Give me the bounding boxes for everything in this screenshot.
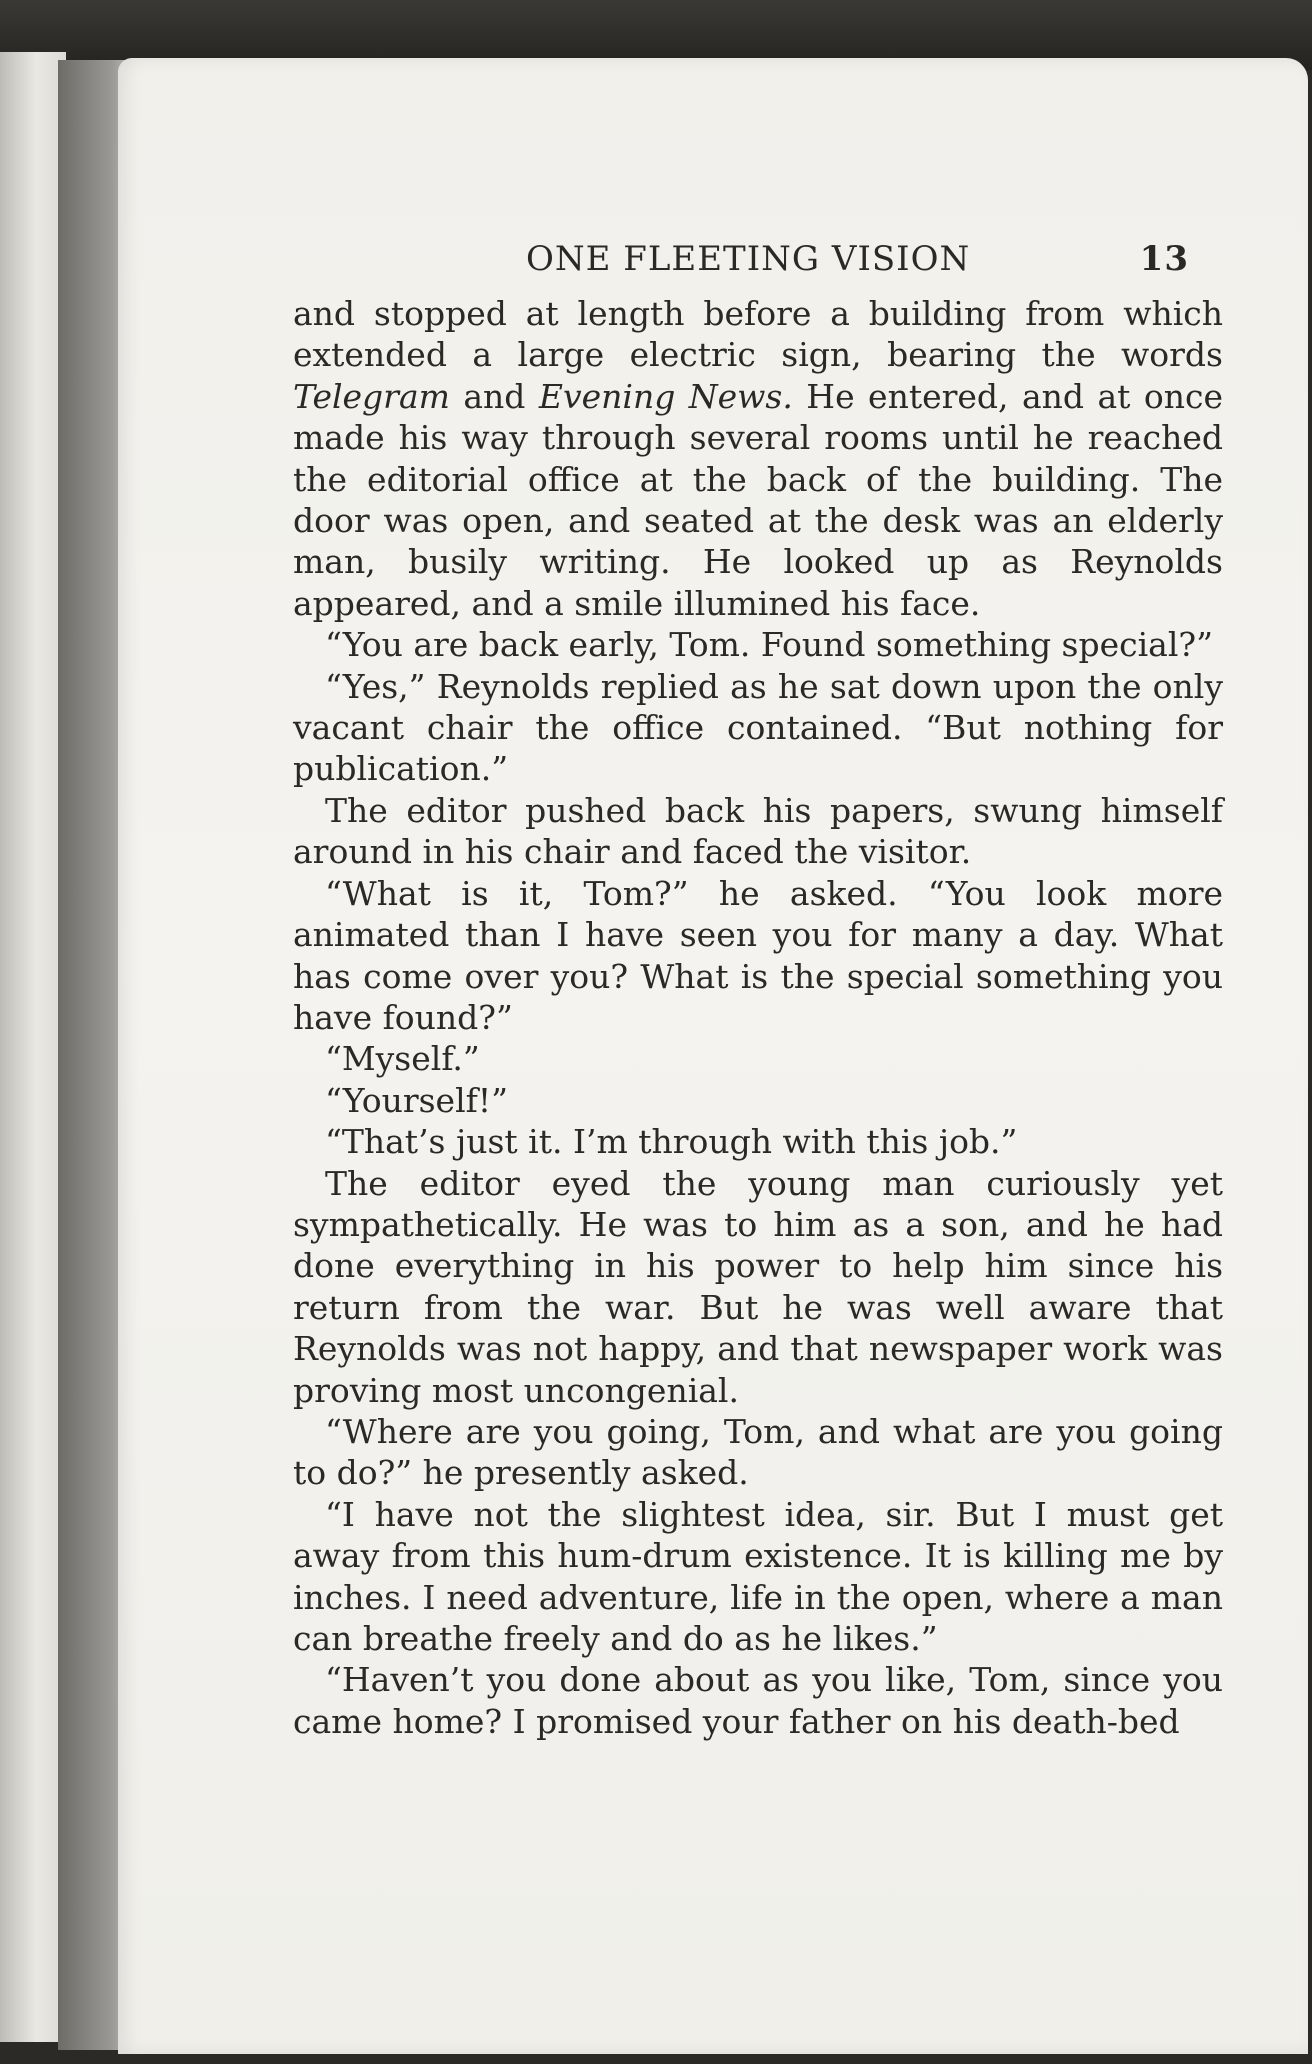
text-run: and xyxy=(449,376,539,416)
book-page xyxy=(118,58,1308,2054)
paragraph xyxy=(293,1659,1223,1742)
text-run: The editor pushed back his papers, swung himself around in his chair and faced the visitor. xyxy=(293,790,1223,872)
page-number: 13 xyxy=(1139,239,1189,279)
paragraph xyxy=(293,1411,1223,1494)
text-run: “Myself.” xyxy=(325,1039,480,1079)
paragraph xyxy=(293,1080,1223,1121)
italic-text: Evening News. xyxy=(538,376,793,416)
text-run: “What is it, Tom?” he asked. “You look more animated than I have seen you for many a day. What has come over you? What is the special something you have found?” xyxy=(293,873,1223,1037)
body-text xyxy=(293,293,1223,1742)
italic-text: Telegram xyxy=(293,376,450,416)
text-run: “Yes,” Reynolds replied as he sat down upon the only vacant chair the office contained. “But nothing for publication.” xyxy=(293,666,1223,789)
text-run: “Yourself!” xyxy=(325,1080,508,1120)
paragraph xyxy=(293,1163,1223,1411)
text-run: and stopped at length before a building from which extended a large electric sign, bearing the words xyxy=(293,294,1223,375)
paragraph xyxy=(293,666,1223,790)
paragraph xyxy=(293,1494,1223,1660)
paragraph xyxy=(293,1038,1223,1079)
paragraph xyxy=(293,1121,1223,1162)
text-run: “That’s just it. I’m through with this job.” xyxy=(325,1122,1018,1162)
paragraph xyxy=(293,624,1223,665)
text-run: “I have not the slightest idea, sir. But I must get away from this hum-drum existence. It is killing me by inches. I need adventure, life in the open, where a man can breathe freely and do as he likes.” xyxy=(293,1494,1223,1658)
text-run: “Haven’t you done about as you like, Tom, since you came home? I promised your father on his death-bed xyxy=(293,1660,1223,1741)
facing-page-edge xyxy=(0,52,66,2042)
running-title: ONE FLEETING VISION xyxy=(526,239,971,279)
running-head xyxy=(293,233,1223,293)
paragraph xyxy=(293,873,1223,1039)
paragraph xyxy=(293,293,1223,624)
text-run: “Where are you going, Tom, and what are you going to do?” he presently asked. xyxy=(293,1411,1223,1493)
page-content xyxy=(293,233,1223,1742)
paragraph xyxy=(293,790,1223,873)
text-run: The editor eyed the young man curiously yet sympathetically. He was to him as a son, and he had done everything in his power to help him since his return from the war. But he was well aware that Reynolds was not happy, and that newspaper work was proving most uncongenial. xyxy=(293,1163,1223,1410)
text-run: He entered, and at once made his way through several rooms until he reached the editorial office at the back of the building. The door was open, and seated at the desk was an elderly man, busily writing. He looked up as Reynolds appeared, and a smile illumined his face. xyxy=(293,376,1223,623)
text-run: “You are back early, Tom. Found something special?” xyxy=(325,625,1213,665)
